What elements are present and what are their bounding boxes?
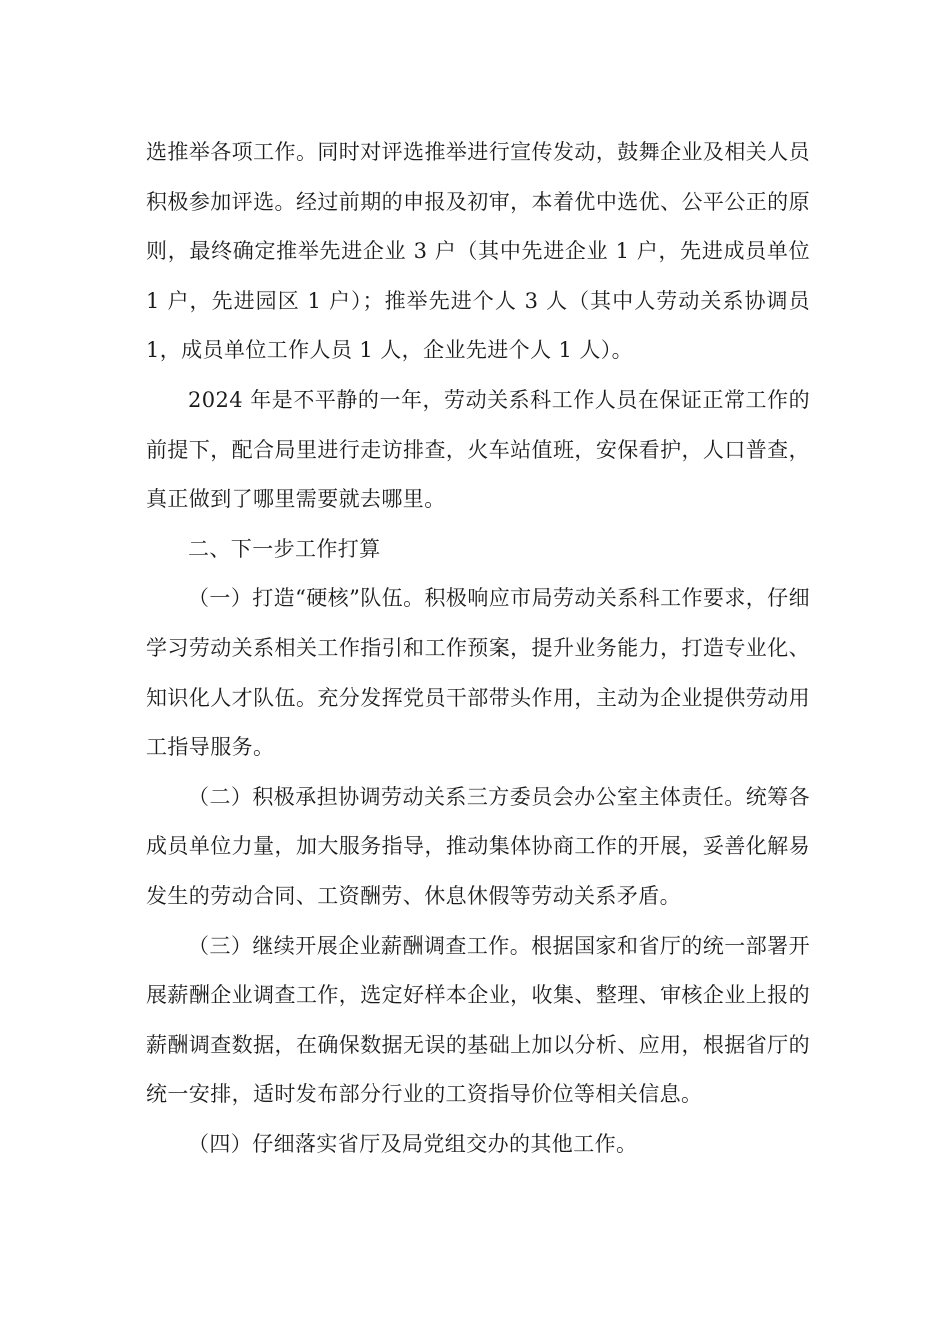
paragraph-2024-summary: 2024 年是不平静的一年，劳动关系科工作人员在保证正常工作的前提下，配合局里进行走访排查，火车站值班，安保看护，人口普查，真正做到了哪里需要就去哪里。 — [146, 387, 810, 512]
section-heading-next-steps: 二、下一步工作打算 — [188, 536, 381, 561]
paragraph-item-2: （二）积极承担协调劳动关系三方委员会办公室主体责任。统筹各成员单位力量，加大服务指导，推动集体协商工作的开展，妥善化解易发生的劳动合同、工资酬劳、休息休假等劳动关系矛盾。 — [146, 784, 810, 908]
paragraph-item-1: （一）打造“硬核”队伍。积极响应市局劳动关系科工作要求，仔细学习劳动关系相关工作指引和工作预案，提升业务能力，打造专业化、知识化人才队伍。充分发挥党员干部带头作用，主动为企业提供劳动用工指导服务。 — [146, 586, 810, 760]
document-body — [146, 128, 810, 1169]
paragraph-item-4: （四）仔细落实省厅及局党组交办的其他工作。 — [188, 1131, 638, 1156]
paragraph-item-3: （三）继续开展企业薪酬调查工作。根据国家和省厅的统一部署开展薪酬企业调查工作，选定好样本企业，收集、整理、审核企业上报的薪酬调查数据，在确保数据无误的基础上加以分析、应用，根据省厅的统一安排，适时发布部分行业的工资指导价位等相关信息。 — [146, 933, 810, 1107]
paragraph-continuation: 选推举各项工作。同时对评选推举进行宣传发动，鼓舞企业及相关人员积极参加评选。经过前期的申报及初审，本着优中选优、公平公正的原则，最终确定推举先进企业 3 户（其中先进企业 1 户，先进成员单位 1 户，先进园区 1 户）；推举先进个人 3 人（其中人劳动关系协调员 1，成员单位工作人员 1 人，企业先进个人 1 人）。 — [146, 140, 810, 363]
